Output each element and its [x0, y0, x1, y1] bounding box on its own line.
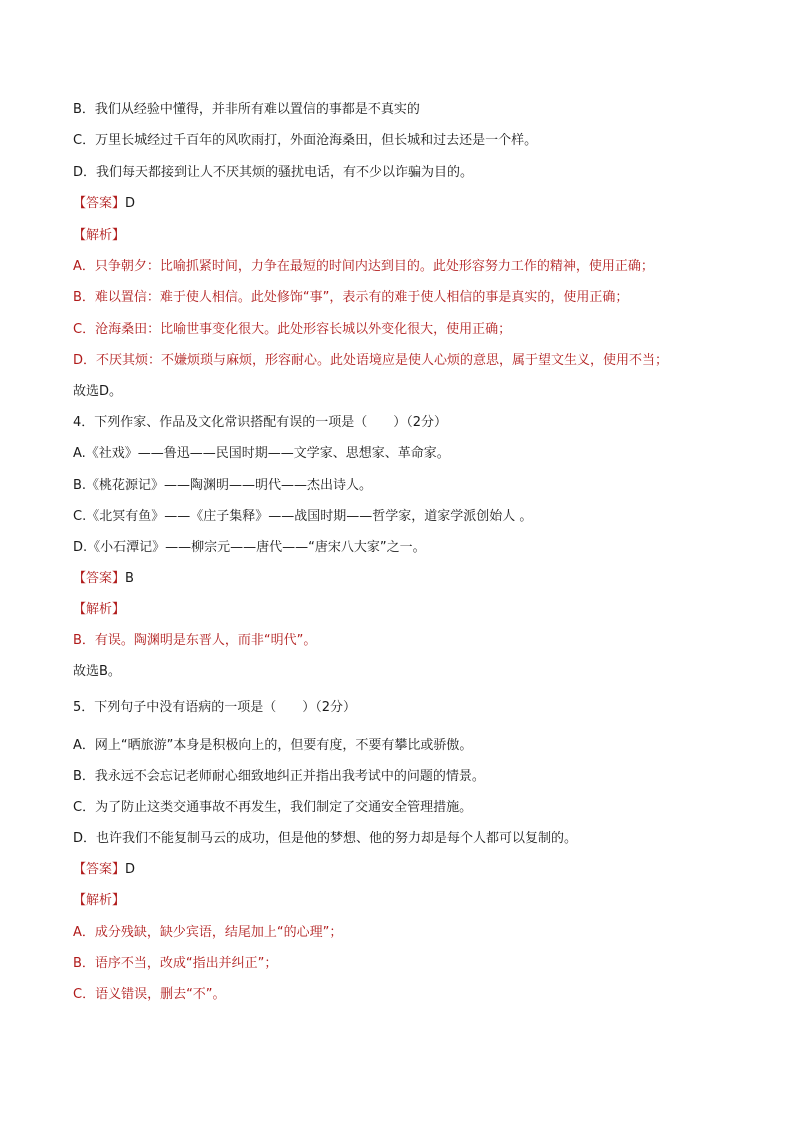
q4-option-a: A.《社戏》——鲁迅——民国时期——文学家、思想家、革命家。 — [73, 446, 450, 461]
q3-analysis-b: B．难以置信：难于使人相信。此处修饰“事”，表示有的难于使人相信的事是真实的，使用正确； — [73, 290, 629, 305]
q3-option-d: D．我们每天都接到让人不厌其烦的骚扰电话，有不少以诈骗为目的。 — [73, 165, 474, 180]
answer-value: D — [125, 862, 136, 877]
q3-option-b: B．我们从经验中懂得，并非所有难以置信的事都是不真实的 — [73, 102, 420, 117]
answer-tag: 【答案】 — [73, 196, 126, 211]
q3-conclusion: 故选D。 — [73, 384, 123, 399]
q4-conclusion: 故选B。 — [73, 664, 121, 679]
q5-option-d: D．也许我们不能复制马云的成功，但是他的梦想、他的努力却是每个人都可以复制的。 — [73, 831, 578, 846]
q5-analysis-b: B．语序不当，改成“指出并纠正”； — [73, 956, 278, 971]
q5-answer — [73, 860, 135, 880]
q5-option-a: A．网上“晒旅游”本身是积极向上的，但要有度，不要有攀比或骄傲。 — [73, 738, 473, 753]
q5-analysis-tag: 【解析】 — [73, 893, 126, 908]
q3-analysis-d: D．不厌其烦：不嫌烦琐与麻烦，形容耐心。此处语境应是使人心烦的意思，属于望文生义，使用不当； — [73, 353, 669, 368]
q4-analysis-tag: 【解析】 — [73, 602, 126, 617]
q5-stem: 5．下列句子中没有语病的一项是（ ）（2分） — [73, 700, 357, 715]
q3-analysis-tag: 【解析】 — [73, 228, 126, 243]
q3-option-c: C．万里长城经过千百年的风吹雨打，外面沧海桑田，但长城和过去还是一个样。 — [73, 133, 538, 148]
q4-option-c: C.《北冥有鱼》——《庄子集释》——战国时期——哲学家，道家学派创始人 。 — [73, 509, 533, 524]
q5-analysis-a: A．成分残缺，缺少宾语，结尾加上“的心理”； — [73, 925, 343, 940]
q4-analysis-b: B．有误。陶渊明是东晋人，而非“明代”。 — [73, 633, 317, 648]
answer-tag: 【答案】 — [73, 862, 126, 877]
q3-analysis-a: A．只争朝夕：比喻抓紧时间，力争在最短的时间内达到目的。此处形容努力工作的精神，使用正确； — [73, 259, 654, 274]
q5-analysis-c: C．语义错误，删去“不”。 — [73, 987, 226, 1002]
q5-option-c: C．为了防止这类交通事故不再发生，我们制定了交通安全管理措施。 — [73, 800, 473, 815]
answer-value: B — [125, 571, 134, 586]
q5-option-b: B．我永远不会忘记老师耐心细致地纠正并指出我考试中的问题的情景。 — [73, 769, 485, 784]
q3-analysis-c: C．沧海桑田：比喻世事变化很大。此处形容长城以外变化很大，使用正确； — [73, 322, 512, 337]
answer-value: D — [125, 196, 136, 211]
q4-option-d: D.《小石潭记》——柳宗元——唐代——“唐宋八大家”之一。 — [73, 540, 426, 555]
answer-tag: 【答案】 — [73, 571, 126, 586]
q4-option-b: B.《桃花源记》——陶渊明——明代——杰出诗人。 — [73, 478, 373, 493]
q4-stem: 4．下列作家、作品及文化常识搭配有误的一项是（ ）（2分） — [73, 415, 448, 430]
q4-answer — [73, 569, 134, 589]
q3-answer — [73, 194, 135, 214]
